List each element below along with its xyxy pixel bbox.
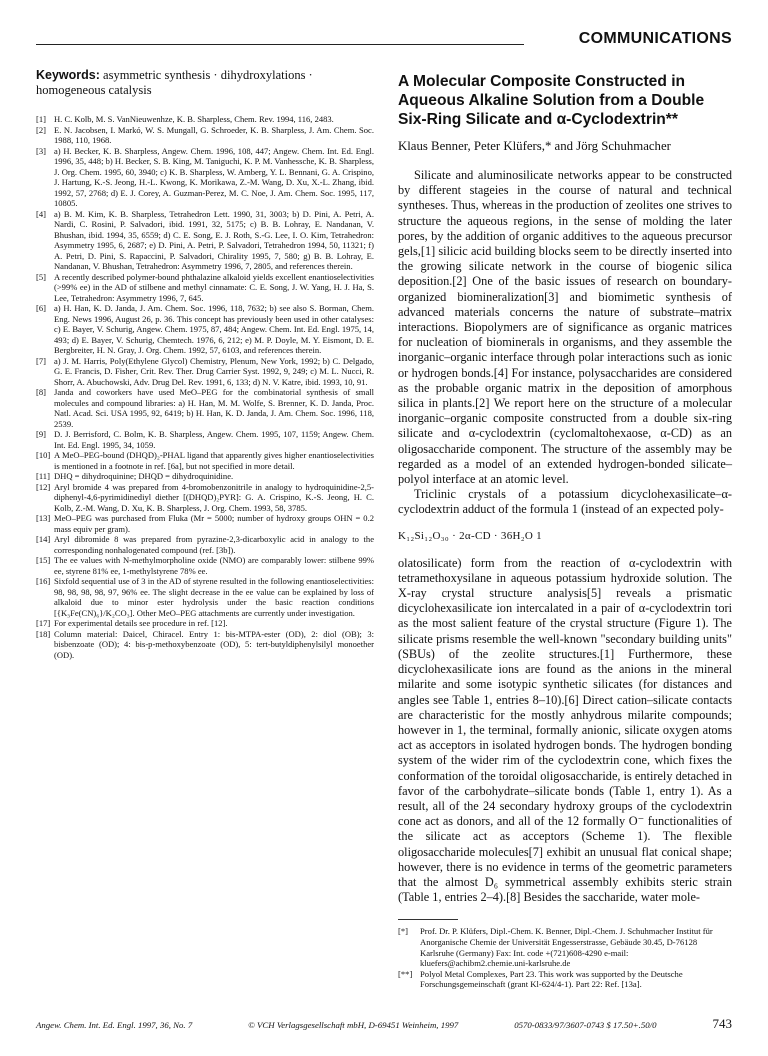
body-paragraph-3: olatosilicate) form from the reaction of α-cyclodextrin with tetramethoxysilane in aqueous potassium hydroxide solution. The X-ray crystal structure analysis[5] reveals a prismatic dicyclohexasilicate ion intercalated in a pair of α-cyclodextrin tori as the most salient feature of the crystal structure (Figure 1). The silicate prisms resemble the well-known "secondary building units" (SBUs) of the zeolite structures.[1] Furthermore, these dicyclohexasilicate ions are found as the anions in the mineral milarite and some isotypic synthetic silicates (for distances and angles see Table 1, entries 8–10).[6] Direct cation–silicate contacts are characteristic for the mostly anhydrous milarite compounds; however in 1, the terminal, formally anionic, silicate oxygen atoms act as acceptors in isolated hydrogen bonds. The hydrogen bonding system of the wider rim of the cyclodextrin cone, which fixes the conformation of the toroidal oligosaccharide, is entirely detached in favor of the carbohydrate–silicate bonds (Table 1, entry 1). As a result, all of the 24 secondary hydroxy groups of the cyclodextrin cone act as donors, and all of the 12 formally O⁻ functionalities of the silicate act as acceptors (Scheme 1). The flexible oligosaccharide molecules[7] exhibit an unusual flat conical shape; however, there is no evidence in terms of the geometric parameters that the almost D₆ symmetrical assembly exhibits steric strain (Table 1, entries 2–4).[8] Besides the saccharide, water mole- [398,555,732,905]
reference-number: [8] [36,387,46,397]
footnote-text: Polyol Metal Complexes, Part 23. This work was supported by the Deutsche Forschungsgemeinschaft (grant Kl-624/4-1). Part 22: Ref. [13a]. [420,968,683,990]
reference-item [36,471,374,482]
reference-item [36,146,374,209]
reference-item [36,272,374,304]
reference-item [36,303,374,356]
footnote-item [398,969,732,990]
reference-text: Column material: Daicel, Chiracel. Entry 1: bis-MTPA-ester (OD), 2: diol (OB); 3: bisbenzoate (OD); 4: bis-p-methoxybenzoate (OD), 5: tert-butyldiphenylsilyl monoether (OD). [54,628,374,660]
reference-text: For experimental details see procedure in ref. [12]. [54,618,228,628]
reference-text: D. J. Berrisford, C. Bolm, K. B. Sharpless, Angew. Chem. 1995, 107, 1159; Angew. Chem. Int. Ed. Engl. 1995, 34, 1059. [54,429,374,450]
reference-item [36,534,374,555]
footnote-mark: [**] [398,968,413,979]
footnote-rule [398,919,458,920]
reference-number: [9] [36,429,46,439]
reference-text: MeO–PEG was purchased from Fluka (Mr = 5000; number of hydroxy groups OHN = 0.2 mass equiv per gram). [54,513,374,534]
reference-number: [17] [36,618,51,628]
reference-number: [11] [36,471,50,481]
keywords-label: Keywords: [36,68,100,82]
footnote-mark: [*] [398,926,409,937]
page-footer [36,1016,732,1032]
reference-text: a) J. M. Harris, Poly(Ethylene Glycol) Chemistry, Plenum, New York, 1992; b) C. Delgado, G. E. Francis, D. Fisher, Crit. Rev. Ther. Drug Carrier Syst. 1992, 9, 249; c) M. L. Nucci, R. Shorr, A. Abuchowski, Adv. Drug Del. Rev. 1991, 6, 133; d) N. V. Katre, ibid. 1993, 10, 91. [54,355,374,387]
article-title: A Molecular Composite Constructed in Aqueous Alkaline Solution from a Double Six-Ring Silicate and α-Cyclodextrin** [398,73,705,128]
footer-journal: Angew. Chem. Int. Ed. Engl. 1997, 36, No. 7 [36,1020,193,1030]
chemical-formula: K₁₂Si₁₂O₃₀ · 2α-CD · 36H₂O 1 [398,529,542,542]
reference-list [36,114,374,660]
footer-code: 0570-0833/97/3607-0743 $ 17.50+.50/0 [514,1020,657,1030]
reference-item [36,209,374,272]
reference-number: [16] [36,576,51,586]
reference-item [36,450,374,471]
reference-number: [10] [36,450,51,460]
body-paragraph-1: Silicate and aluminosilicate networks appear to be constructed by different stageies in the course of natural and technical syntheses. Thus, whereas in the production of zeolites one strives to structure the aqueous regions, in the sense of molding the later pores, by the addition of organic additives to the aqueous precursor gels,[1] silicic acid building blocks seem to be directly inserted into the growing silicate network in the course of biogenic silica deposition.[2] One of the basic issues of research on boundary-organized biomineralization[3] and biomimetic synthesis of advanced materials concerns the nature of substrate–matrix interactions. Biopolymers are of significance as organic matrices for nucleation of biominerals in organisms, and they assemble the inorganic–organic interface through polar interactions such as ionic or hydrogen bonds.[4] For instance, polysaccharides are considered as the probable organic matrix in the deposition of amorphous silica in plants.[2] We report here on the structure of a molecular inorganic–organic composite constructed from a double six-ring silicate and α-cyclodextrin (cyclomaltohexaose, α-CD) as an oligosaccharide component. The structure of the assembly may be regarded as a model of an extended hydrogen-bonded silicate–polyol interface at an atomic level. [398,168,732,487]
reference-text: Aryl dibromide 8 was prepared from pyrazine-2,3-dicarboxylic acid in analogy to the corresponding nonhalogenated compound (ref. [3b]). [54,534,374,555]
footnote-list [398,926,732,990]
reference-text: E. N. Jacobsen, I. Markó, W. S. Mungall, G. Schroeder, K. B. Sharpless, J. Am. Chem. Soc. 1988, 110, 1968. [54,124,374,145]
reference-number: [15] [36,555,51,565]
reference-item [36,125,374,146]
reference-item [36,513,374,534]
keywords-text: asymmetric synthesis · dihydroxylations · homogeneous catalysis [36,68,313,97]
footnote-text: Prof. Dr. P. Klüfers, Dipl.-Chem. K. Benner, Dipl.-Chem. J. Schuhmacher Institut für Anorganische Chemie der Universität Engesserstrasse, Gebäude 30.45, D-76128 Karlsruhe (Germany) Fax: Int. code +(721)608-4290 e-mail: kluefers@achibm2.chemie.uni-karlsruhe.de [420,926,713,969]
left-column [36,68,374,660]
reference-number: [14] [36,534,51,544]
reference-item [36,356,374,388]
reference-number: [1] [36,114,46,124]
reference-text: DHQ = dihydroquinine; DHQD = dihydroquinidine. [54,471,234,481]
reference-text: a) B. M. Kim, K. B. Sharpless, Tetrahedron Lett. 1990, 31, 3003; b) D. Pini, A. Petri, A. Nardi, C. Rosini, P. Salvadori, ibid. 1991, 32, 5175; c) B. B. Lohray, E. Nandanan, V. Bhushan, ibid. 1994, 35, 6559; d) C. E. Song, E. J. Roth, S.-G. Lee, I. O. Kim, Tetrahedron: Asymmetry 1995, 6, 2687; e) D. Pini, A. Petri, P. Salvadori, Tetrahedron 1994, 50, 11321; f) A. Petri, D. Pini, S. Rapaccini, P. Salvadori, Chirality 1995, 7, 580; g) B. B. Lohray, E. Nandanan, V. Bhushan, Tetrahedron: Asymmetry 1996, 7, 2805, and references therein. [54,208,374,271]
reference-number: [4] [36,208,46,219]
reference-item [36,429,374,450]
page-number: 743 [712,1016,732,1031]
reference-item [36,114,374,125]
article-authors: Klaus Benner, Peter Klüfers,* and Jörg Schuhmacher [398,139,671,153]
reference-number: [5] [36,271,46,282]
footnote-item [398,926,732,968]
reference-item [36,555,374,576]
reference-text: Janda and coworkers have used MeO–PEG for the combinatorial synthesis of small molecules and compound libraries: a) H. Han, M. M. Wolfe, S. Brenner, K. D. Janda, Proc. Natl. Acad. Sci. USA 1995, 92, 6419; b) H. Han, K. D. Janda, J. Am. Chem. Soc. 1996, 118, 2539. [54,387,374,429]
reference-item [36,482,374,514]
reference-number: [12] [36,481,51,492]
reference-number: [18] [36,628,51,639]
reference-text: Aryl bromide 4 was prepared from 4-bromobenzonitrile in analogy to hydroquinidine-2,5-diphenyl-4,6-pyrimidinediyl diether [(DHQD)₂PYR]: G. A. Crispino, K.-S. Jeong, H. C. Kolb, Z.-M. Wang, D. Xu, K. B. Sharpless, J. Org. Chem. 1993, 58, 3785. [54,481,374,513]
reference-text: a) H. Han, K. D. Janda, J. Am. Chem. Soc. 1996, 118, 7632; b) see also S. Borman, Chem. Eng. News 1996, August 26, p. 36. This concept has previously been used in other catalyses: c) E. Bayer, V. Schurig, Angew. Chem. 1975, 87, 484; Angew. Chem. Int. Ed. Engl. 1975, 14, 493; d) E. Bayer, V. Schurig, Chemtech. 1976, 6, 212; e) M. P. Doyle, M. Y. Eismont, D. E. Bergbreiter, H. N. Gray, J. Org. Chem. 1992, 57, 6103, and references therein. [54,303,374,355]
reference-number: [6] [36,303,46,313]
section-heading: COMMUNICATIONS [578,30,732,47]
reference-item [36,618,374,629]
reference-text: A MeO–PEG-bound (DHQD)₂-PHAL ligand that apparently gives higher enantioselectivities is mentioned in a footnote in ref. [6a], but not specified in more detail. [54,450,374,471]
reference-number: [3] [36,145,46,156]
right-column [398,68,732,990]
footer-publisher: © VCH Verlagsgesellschaft mbH, D-69451 Weinheim, 1997 [248,1020,459,1030]
reference-text: A recently described polymer-bound phthalazine alkaloid yields excellent enantioselectivities (>99% ee) in the AD of stilbene and methyl cinnamate: C. E. Song, J. W. Yang, H. J. Ha, S. Lee, Tetrahedron: Asymmetry 1996, 7, 645. [54,271,374,303]
reference-text: Sixfold sequential use of 3 in the AD of styrene resulted in the following enantioselectivities: 98, 98, 98, 98, 97, 96% ee. The slight decrease in the ee value can be explained by loss of alkaloid due to minor ester hydrolysis under the basic reaction conditions [{K₃Fe(CN)₆}/K₂CO₃]. Other MeO–PEG attachments are currently under investigation. [54,576,374,618]
reference-item [36,387,374,429]
reference-item [36,576,374,618]
reference-number: [2] [36,124,46,135]
body-paragraph-2: Triclinic crystals of a potassium dicyclohexasilicate–α-cyclodextrin adduct of the formula 1 (instead of an expected poly- [398,487,732,517]
reference-text: a) H. Becker, K. B. Sharpless, Angew. Chem. 1996, 108, 447; Angew. Chem. Int. Ed. Engl. 1996, 35, 448; b) H. Becker, S. B. King, M. Taniguchi, K. P. M. Vanhessche, K. B. Sharpless, J. Org. Chem. 1995, 60, 3940; c) K. B. Sharpless, W. Amberg, Y. L. Bennani, G. A. Crispino, J. Hartung, K.-S. Jeong, H.-L. Kwong, K. Morikawa, Z.-M. Wang, D. Xu, X.-L. Zhang, ibid. 1992, 57, 2768; d) E. J. Corey, A. Guzman-Perez, M. C. Noe, J. Am. Chem. Soc. 1995, 117, 10805. [54,145,374,208]
reference-item [36,629,374,661]
header-rule [36,44,524,45]
reference-number: [13] [36,513,51,523]
keywords [36,68,374,98]
reference-text: The ee values with N-methylmorpholine oxide (NMO) are comparably lower: stilbene 99% ee, styrene 81% ee, 1-methylstyrene 78% ee. [54,555,374,576]
reference-number: [7] [36,355,46,366]
reference-text: H. C. Kolb, M. S. VanNieuwenhze, K. B. Sharpless, Chem. Rev. 1994, 116, 2483. [54,114,334,124]
